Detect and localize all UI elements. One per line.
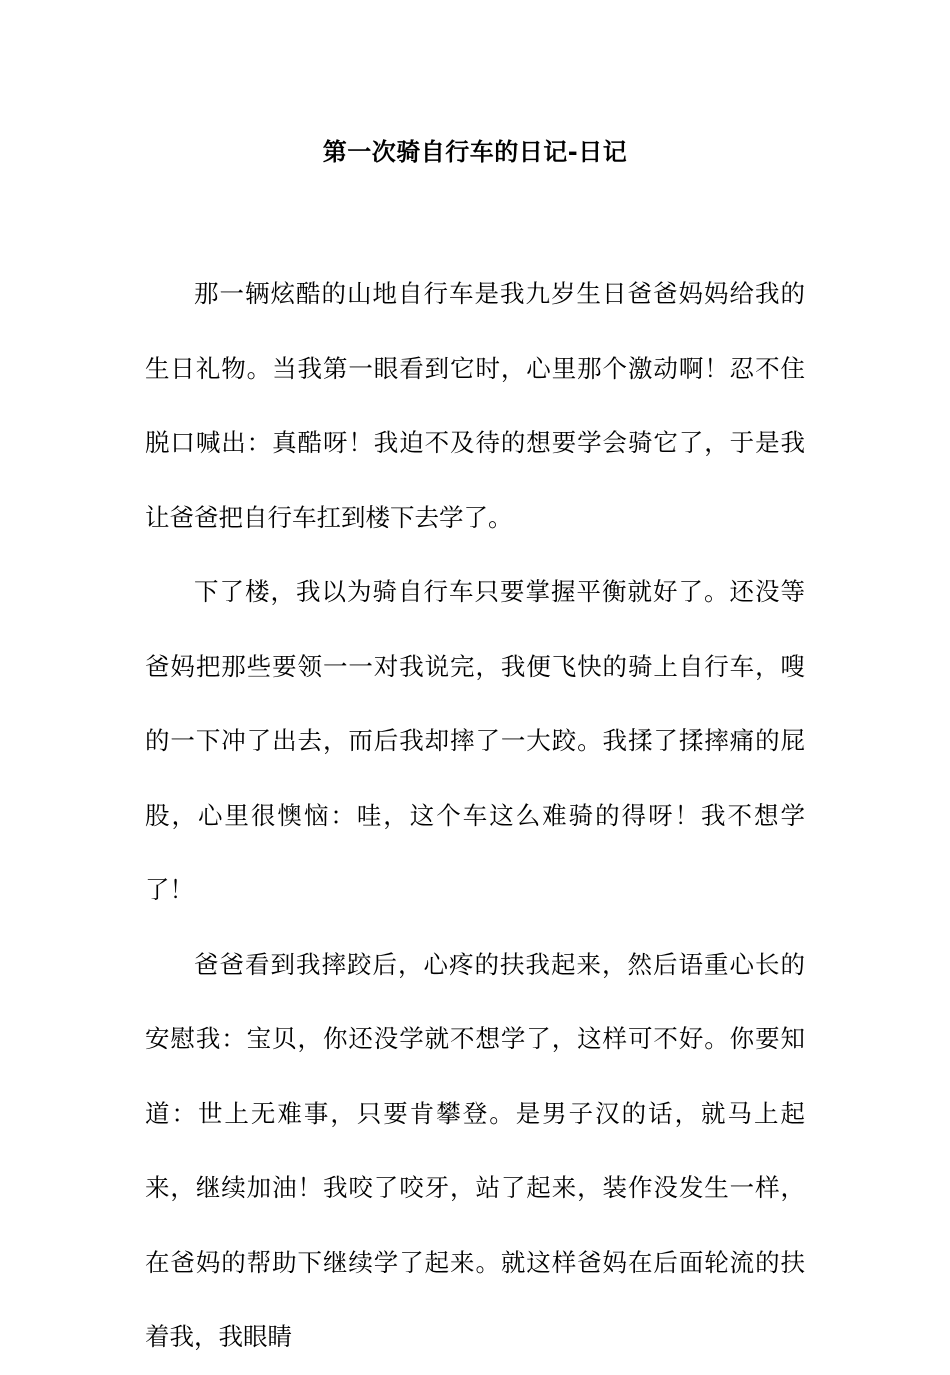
paragraph-2: 下了楼，我以为骑自行车只要掌握平衡就好了。还没等爸妈把那些要领一一对我说完，我便飞快的骑上自行车，嗖的一下冲了出去，而后我却摔了一大跤。我揉了揉摔痛的屁股，心里很懊恼：哇，这个车这么难骑的得呀！我不想学了！: [145, 577, 805, 904]
document-title: 第一次骑自行车的日记-日记: [322, 138, 628, 166]
paragraph-3: 爸爸看到我摔跤后，心疼的扶我起来，然后语重心长的安慰我：宝贝，你还没学就不想学了，这样可不好。你要知道：世上无难事，只要肯攀登。是男子汉的话，就马上起来，继续加油！我咬了咬牙，站了起来，装作没发生一样，在爸妈的帮助下继续学了起来。就这样爸妈在后面轮流的扶着我，我眼睛: [145, 949, 805, 1351]
document-body: [145, 257, 805, 1375]
paragraph-1: 那一辆炫酷的山地自行车是我九岁生日爸爸妈妈给我的生日礼物。当我第一眼看到它时，心里那个激动啊！忍不住脱口喊出：真酷呀！我迫不及待的想要学会骑它了，于是我让爸爸把自行车扛到楼下去学了。: [145, 279, 805, 532]
